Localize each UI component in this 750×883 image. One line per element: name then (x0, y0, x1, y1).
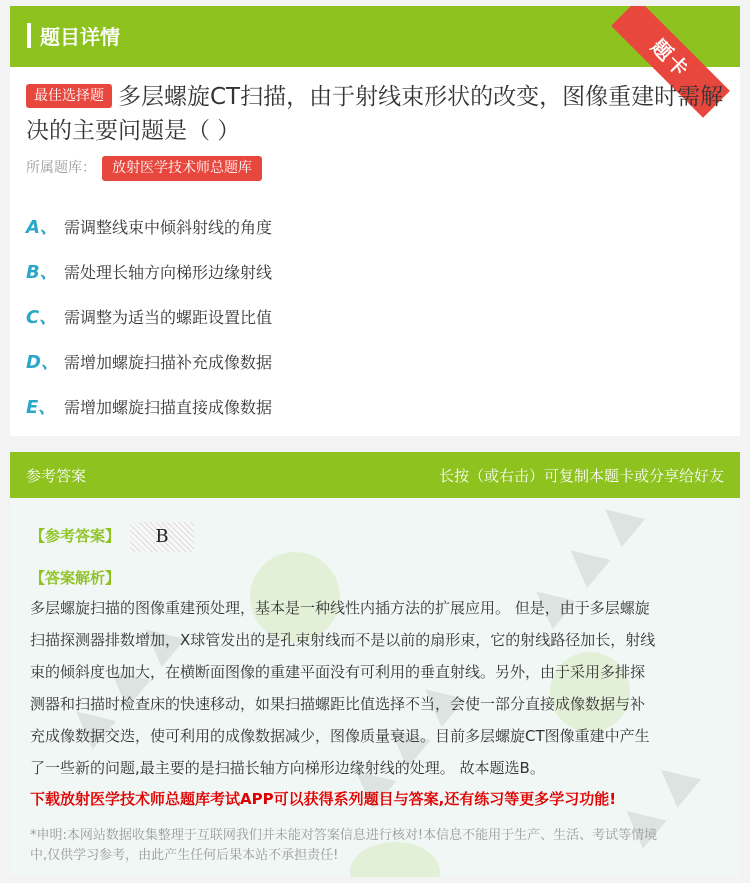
corner-ribbon: 题卡 (611, 6, 730, 118)
analysis-line: 束的倾斜度也加大，在横断面图像的重建平面没有可利用的垂直射线。另外，由于采用多排探 (30, 663, 646, 681)
option-text: 需调整线束中倾斜射线的角度 (64, 218, 273, 237)
option-c[interactable] (26, 300, 272, 345)
question-card (10, 6, 740, 436)
option-b[interactable] (26, 255, 272, 300)
answer-panel[interactable] (10, 452, 740, 877)
reference-answer-image: B (130, 522, 194, 552)
option-letter: C、 (26, 307, 58, 328)
header-accent-bar (27, 23, 31, 48)
option-e[interactable] (26, 390, 272, 435)
disclaimer-line: *申明:本网站数据收集整理于互联网我们并未能对答案信息进行核对!本信息不能用于生产、生活、考试等情境 (30, 828, 658, 843)
source-label: 所属题库： (26, 160, 96, 176)
disclaimer (30, 826, 720, 866)
analysis-line: 了一些新的问题,最主要的是扫描长轴方向梯形边缘射线的处理。 故本题选B。 (30, 759, 545, 777)
page-title: 题目详情 (40, 25, 120, 49)
option-letter: D、 (26, 352, 59, 373)
watermark-logo: ▲ ▲ ▲ (54, 606, 190, 754)
share-hint: 长按（或右击）可复制本题卡或分享给好友 (438, 467, 724, 485)
watermark-logo: ▲ ▲ ▲ (334, 666, 470, 814)
question-text: 多层螺旋CT扫描，由于射线束形状的改变，图像重建时需解决的主要问题是（ ） (26, 84, 724, 144)
app-download-promo[interactable]: 下载放射医学技术师总题库考试APP可以获得系列题目与答案,还有练习等更多学习功能! (30, 790, 617, 808)
reference-answer-label: 【参考答案】 (30, 527, 121, 545)
option-d[interactable] (26, 345, 272, 390)
analysis-line: 扫描探测器排数增加，X球管发出的是孔束射线而不是以前的扇形束，它的射线路径加长，射线 (30, 631, 656, 649)
option-text: 需增加螺旋扫描补充成像数据 (64, 353, 273, 372)
analysis-text (30, 592, 710, 784)
watermark-logo: ▲ ▲ ▲ (514, 486, 650, 634)
analysis-line: 充成像数据交迭，使可利用的成像数据减少，图像质量衰退。目前多层螺旋CT图像重建中产生 (30, 727, 650, 745)
question-source (26, 156, 262, 181)
watermark-logo: ▲ ▲ (604, 747, 706, 853)
option-text: 需处理长轴方向梯形边缘射线 (64, 263, 273, 282)
option-letter: A、 (26, 217, 58, 238)
disclaimer-line: 中,仅供学习参考，由此产生任何后果本站不承担责任! (30, 848, 339, 863)
analysis-label: 【答案解析】 (30, 569, 121, 587)
option-letter: B、 (26, 262, 58, 283)
source-tag[interactable]: 放射医学技术师总题库 (102, 156, 262, 181)
option-a[interactable] (26, 210, 272, 255)
analysis-line: 多层螺旋扫描的图像重建预处理，基本是一种线性内插方法的扩展应用。 但是，由于多层螺旋 (30, 599, 650, 617)
question-block (26, 80, 726, 148)
option-text: 需调整为适当的螺距设置比值 (64, 308, 273, 327)
answer-section-title: 参考答案 (26, 467, 87, 485)
analysis-line: 测器和扫描时检查床的快速移动，如果扫描螺距比值选择不当，会使一部分直接成像数据与补 (30, 695, 646, 713)
option-text: 需增加螺旋扫描直接成像数据 (64, 398, 273, 417)
options-list (26, 210, 272, 435)
answer-header (10, 452, 740, 498)
question-type-badge: 最佳选择题 (26, 84, 112, 108)
option-letter: E、 (26, 397, 57, 418)
